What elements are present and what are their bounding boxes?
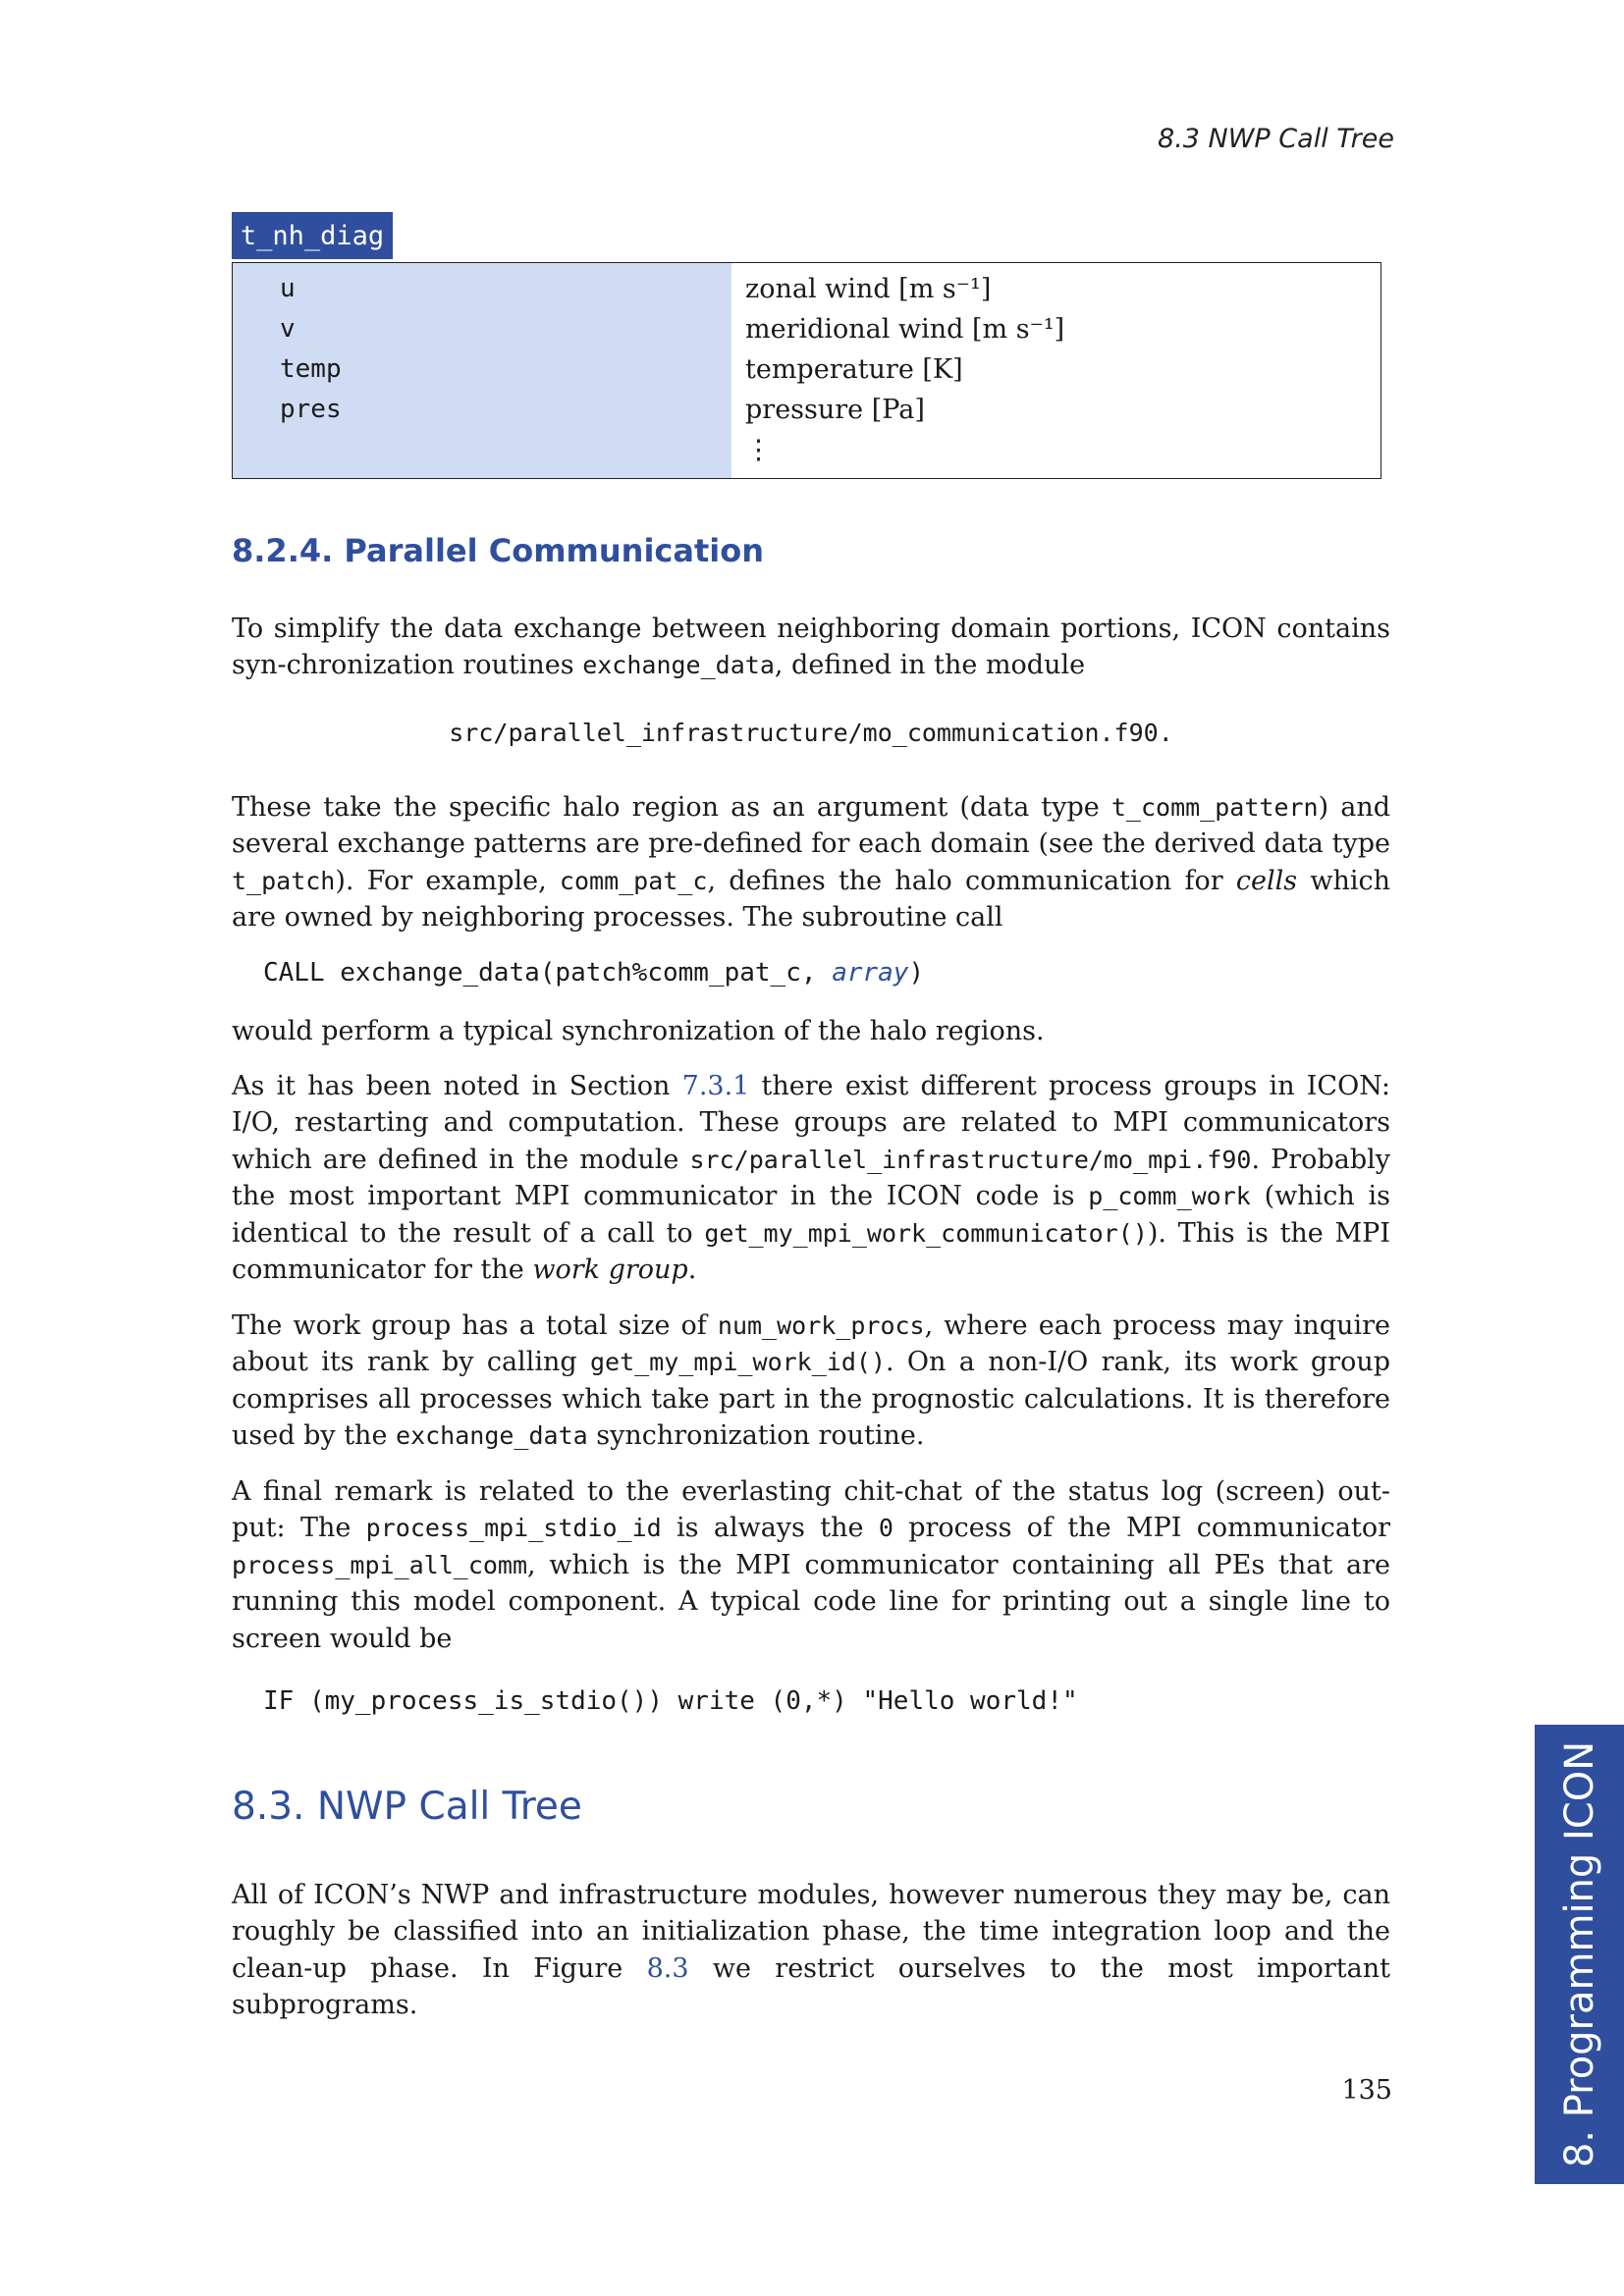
- code-text: ): [908, 958, 925, 988]
- inline-code: comm_pat_c: [559, 866, 708, 895]
- section-heading: 8.3. NWP Call Tree: [232, 1785, 582, 1829]
- text: , defines the halo communication for: [707, 865, 1236, 896]
- text: (which is identical to the result of a call to: [232, 1181, 1391, 1249]
- inline-code: num_work_procs: [717, 1311, 925, 1340]
- continuation-dots: ⋮: [745, 435, 772, 465]
- field-name: temp: [280, 354, 342, 384]
- paragraph: [232, 1877, 1390, 2024]
- emphasis: cells: [1235, 865, 1298, 896]
- inline-code: 0: [878, 1514, 893, 1543]
- emphasis: work group: [532, 1255, 688, 1286]
- text: ) and several exchange patterns are pre-defined for each domain (see the derived data type: [232, 792, 1391, 860]
- text: .: [687, 1255, 697, 1286]
- text: , where each process may inquire about its rank by calling: [232, 1310, 1390, 1378]
- text: , defined in the module: [774, 650, 1086, 681]
- inline-code: p_comm_work: [1088, 1182, 1251, 1211]
- code-argument: array: [832, 958, 909, 988]
- field-description-column: [731, 263, 1380, 478]
- type-definition-table: [232, 262, 1381, 479]
- field-description: zonal wind [m s⁻¹]: [745, 274, 992, 304]
- inline-code: process_mpi_stdio_id: [365, 1514, 662, 1543]
- text: ). For example,: [335, 865, 560, 896]
- field-description: pressure [Pa]: [745, 395, 925, 425]
- paragraph: [232, 1308, 1390, 1455]
- text: As it has been noted in Section: [232, 1071, 682, 1101]
- type-name-tag: t_nh_diag: [232, 212, 393, 259]
- field-name-column: [233, 263, 731, 478]
- inline-code: t_comm_pattern: [1110, 793, 1319, 822]
- inline-code: process_mpi_all_comm: [232, 1550, 528, 1579]
- inline-code: exchange_data: [396, 1421, 588, 1451]
- text: . On a non-I/O rank, its work group comprises all processes which take part in the prognostic calculations. It is therefore used by the: [232, 1347, 1390, 1452]
- code-text: CALL exchange_data(patch%comm_pat_c,: [263, 958, 833, 988]
- text: The work group has a total size of: [232, 1310, 718, 1341]
- paragraph: [232, 789, 1390, 936]
- text: we restrict ourselves to the most important subprograms.: [232, 1952, 1390, 2021]
- text: there exist different process groups in ICON: I/O, restarting and computation. These groups are related to MPI communicators which are defined in the module: [232, 1071, 1390, 1175]
- inline-code: exchange_data: [582, 651, 775, 680]
- chapter-label: 8. Programming ICON: [1556, 1740, 1602, 2168]
- text: is always the: [661, 1513, 879, 1544]
- subsection-heading: 8.2.4. Parallel Communication: [232, 532, 764, 569]
- text: synchronization routine.: [587, 1420, 925, 1452]
- module-path: src/parallel_infrastructure/mo_communication.f90.: [449, 719, 1173, 747]
- field-name: u: [280, 274, 296, 303]
- paragraph: [232, 1473, 1390, 1657]
- text: which are owned by neighboring processes. The subroutine call: [232, 865, 1391, 934]
- text: , which is the MPI communicator containing all PEs that are running this model component. A typical code line for printing out a single line to screen would be: [232, 1549, 1390, 1654]
- text: All of ICON’s NWP and infrastructure modules, however numerous they may be, can roughly be classified into an initialization phase, the time integration loop and the clean-up phase. In Figure: [232, 1880, 1390, 1984]
- figure-link[interactable]: 8.3: [646, 1952, 689, 1984]
- field-name: pres: [280, 395, 342, 424]
- text: . Probably the most important MPI communicator in the ICON code is: [232, 1144, 1390, 1212]
- field-description: temperature [K]: [745, 354, 963, 385]
- text: ). This is the MPI communicator for the: [232, 1217, 1390, 1286]
- text: These take the specific halo region as an argument (data type: [232, 792, 1111, 823]
- field-description: meridional wind [m s⁻¹]: [745, 314, 1065, 345]
- page-number: 135: [1341, 2075, 1392, 2106]
- field-name: v: [280, 314, 296, 344]
- running-head: 8.3 NWP Call Tree: [1158, 124, 1394, 154]
- text: To simplify the data exchange between neighboring domain portions, ICON contains syn-chronization routines: [232, 614, 1390, 681]
- inline-code: get_my_mpi_work_id(): [589, 1348, 886, 1377]
- inline-code: src/parallel_infrastructure/mo_mpi.f90: [689, 1145, 1252, 1174]
- section-link[interactable]: 7.3.1: [681, 1071, 750, 1101]
- inline-code: t_patch: [232, 866, 336, 895]
- inline-code: get_my_mpi_work_communicator(): [704, 1218, 1148, 1248]
- paragraph: [232, 1068, 1390, 1288]
- code-listing: IF (my_process_is_stdio()) write (0,*) "Hello world!": [263, 1686, 1078, 1716]
- chapter-thumb-tab: [1535, 1725, 1624, 2184]
- code-listing: [263, 958, 924, 988]
- paragraph: would perform a typical synchronization of the halo regions.: [232, 1016, 1045, 1046]
- text: A final remark is related to the everlasting chit-chat of the status log (screen) out-put: The: [232, 1476, 1390, 1544]
- paragraph: [232, 611, 1390, 684]
- text: process of the MPI communicator: [893, 1513, 1390, 1544]
